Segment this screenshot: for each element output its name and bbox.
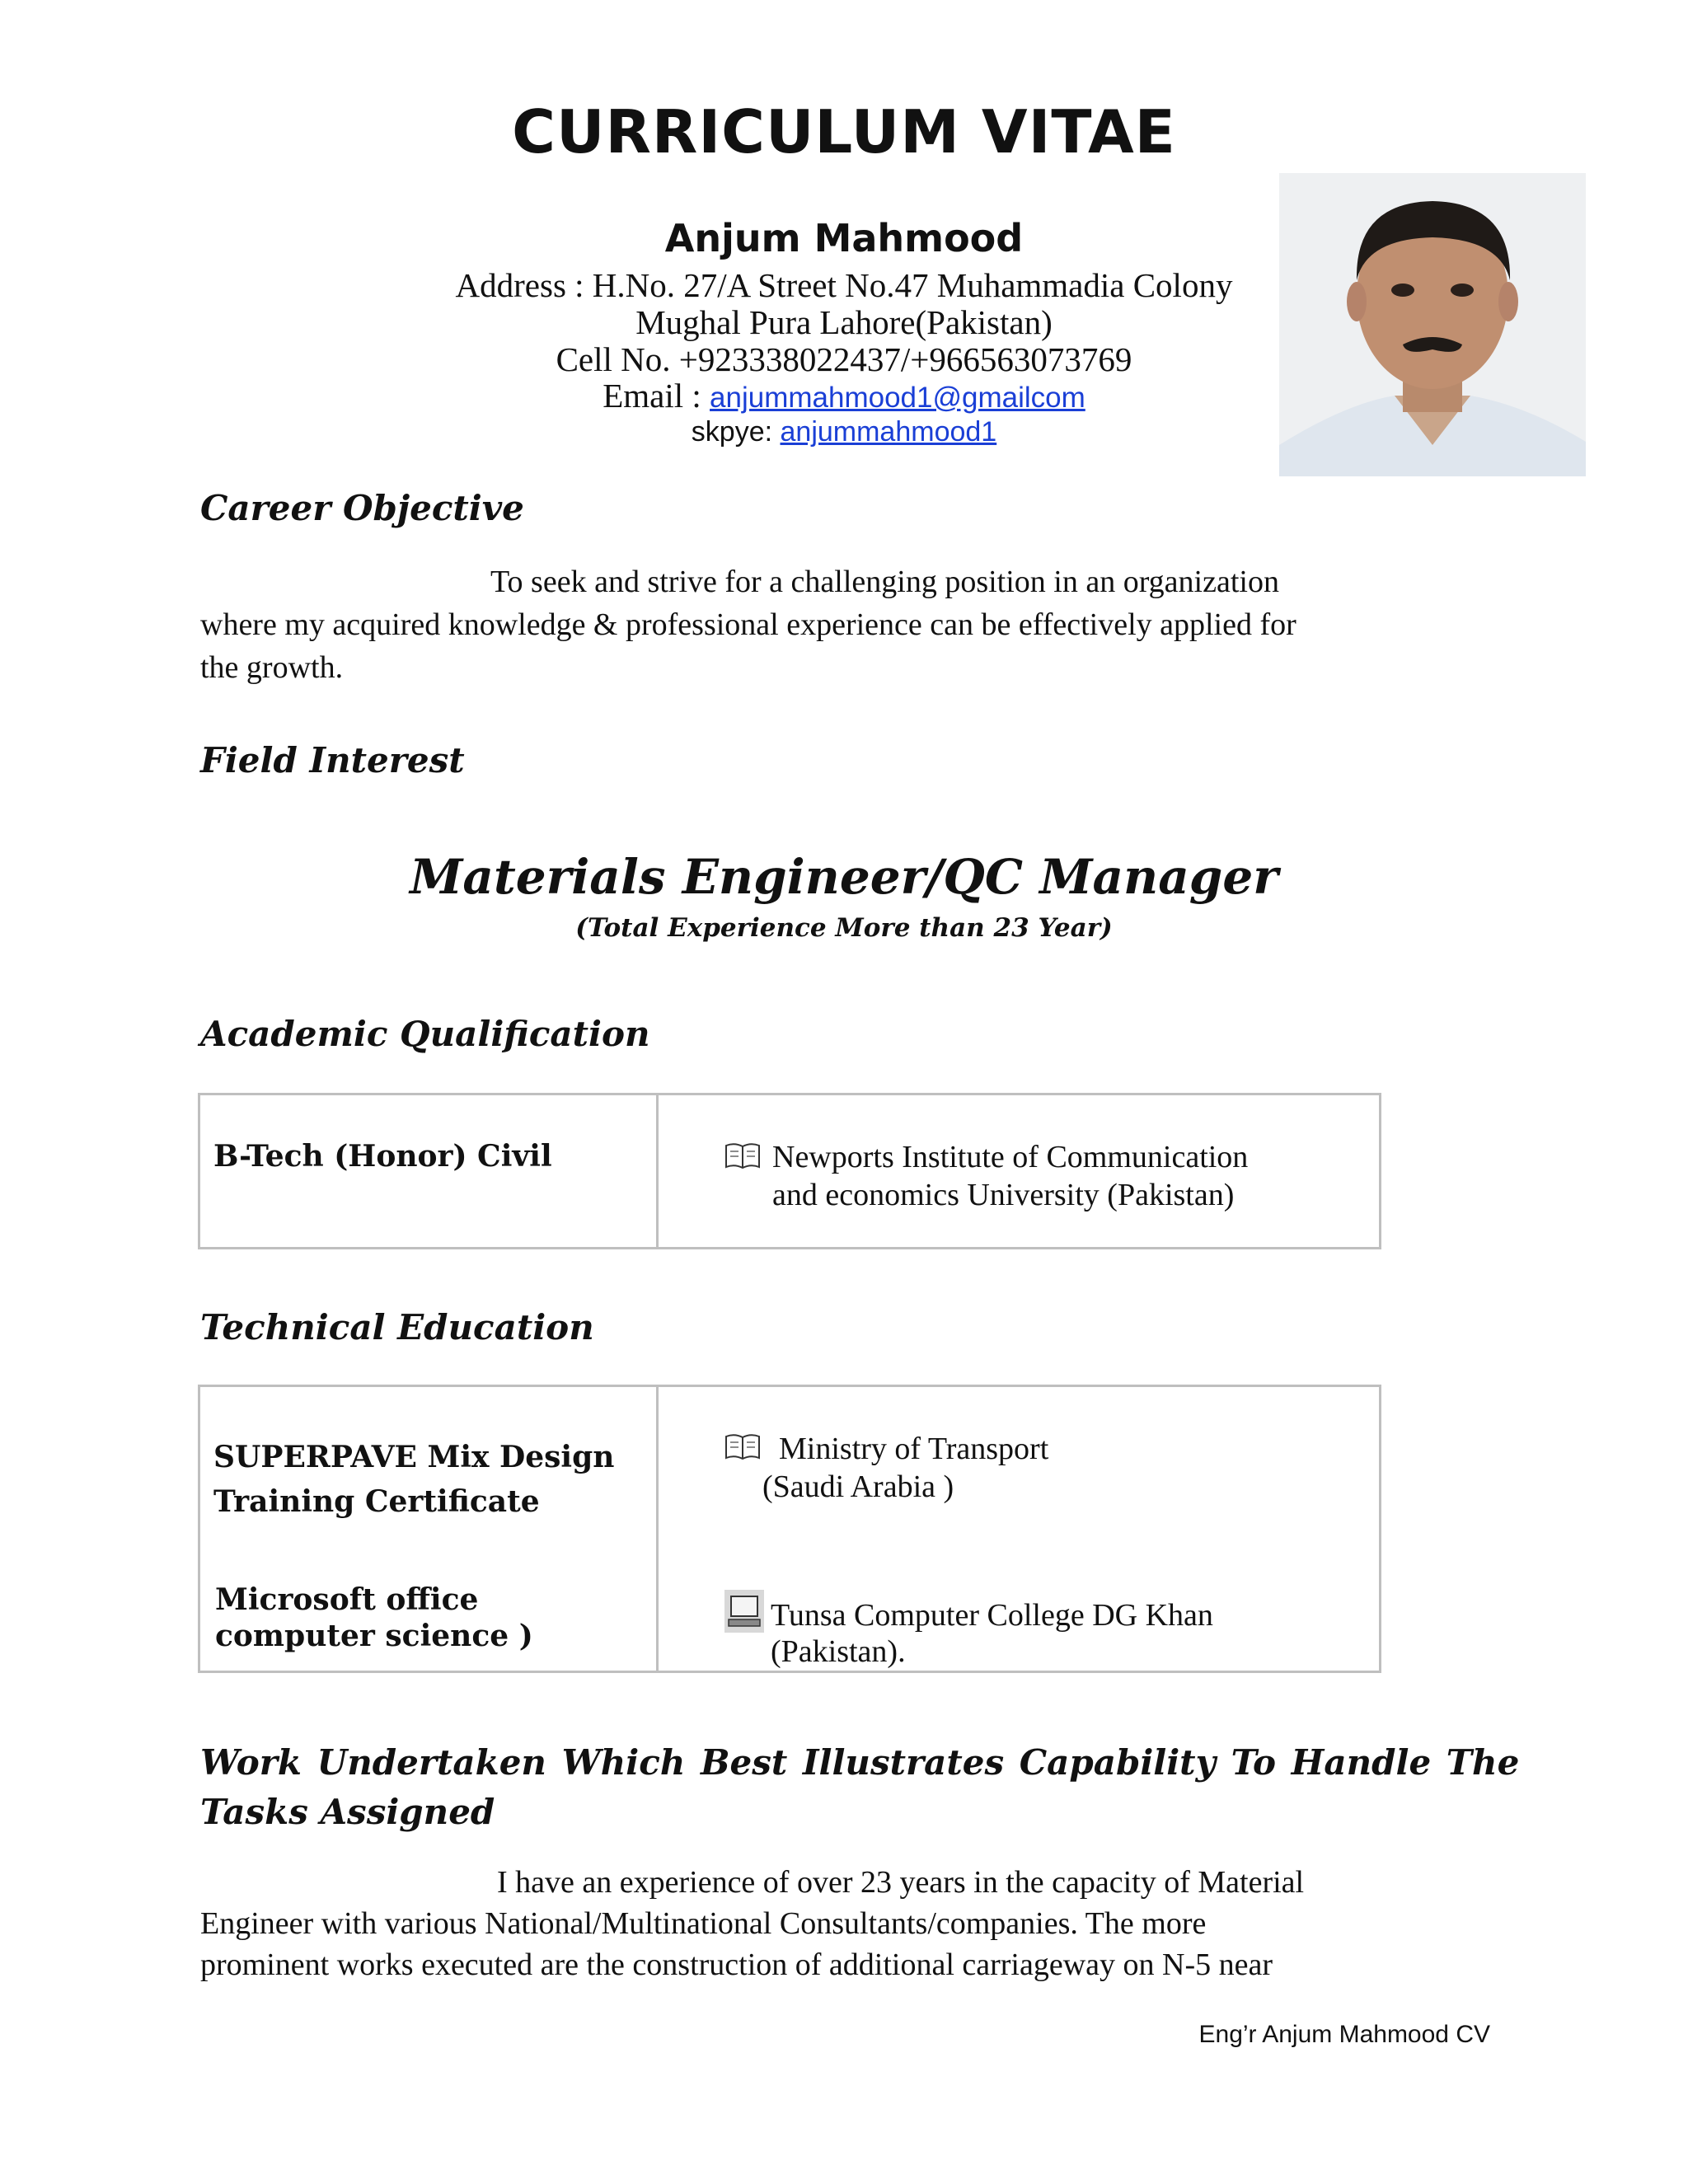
book-icon	[724, 1141, 761, 1179]
work-line-3: prominent works executed are the construction of additional carriageway on N-5 near	[200, 1947, 1273, 1982]
email-link[interactable]: anjummahmood1@gmailcom	[710, 382, 1085, 414]
technical-course-1-line-1: SUPERPAVE Mix Design	[213, 1440, 615, 1474]
portrait-icon	[1279, 173, 1586, 476]
technical-institutes-cell	[658, 1386, 1381, 1672]
academic-institute-cell	[658, 1094, 1381, 1249]
career-objective-line-3: the growth.	[200, 650, 344, 685]
academic-degree: B-Tech (Honor) Civil	[213, 1139, 552, 1174]
book-icon	[724, 1433, 761, 1465]
technical-course-1-line-2: Training Certificate	[213, 1484, 540, 1519]
academic-table	[198, 1093, 1381, 1249]
page-footer: Eng’r Anjum Mahmood CV	[1198, 2021, 1490, 2048]
career-objective-heading: Career Objective	[200, 488, 524, 528]
skype-link[interactable]: anjummahmood1	[780, 416, 997, 448]
technical-course-2-line-2: computer science )	[215, 1619, 533, 1653]
technical-institute-1-line-1: Ministry of Transport	[779, 1432, 1049, 1466]
field-interest-heading: Field Interest	[200, 740, 465, 780]
profile-photo	[1279, 173, 1586, 476]
academic-institute-line-2: and economics University (Pakistan)	[772, 1178, 1235, 1212]
table-row	[199, 1094, 1381, 1249]
cell-number: Cell No. +923338022437/+966563073769	[556, 340, 1132, 378]
work-line-1: I have an experience of over 23 years in the capacity of Material	[497, 1865, 1305, 1900]
academic-heading: Academic Qualification	[200, 1014, 650, 1054]
career-objective-line-2: where my acquired knowledge & professional experience can be effectively applied for	[200, 607, 1296, 642]
role-title: Materials Engineer/QC Manager	[410, 849, 1278, 905]
experience-note: (Total Experience More than 23 Year)	[575, 913, 1113, 943]
table-row	[199, 1386, 1381, 1672]
academic-institute-line-1: Newports Institute of Communication	[772, 1140, 1249, 1174]
work-line-2: Engineer with various National/Multinational Consultants/companies. The more	[200, 1906, 1207, 1941]
technical-institute-1-line-2: (Saudi Arabia )	[762, 1469, 954, 1504]
technical-institute-2-line-2: (Pakistan).	[771, 1634, 906, 1669]
technical-course-1	[213, 1435, 614, 1524]
computer-icon	[724, 1590, 764, 1636]
work-heading-line-2: Tasks Assigned	[200, 1792, 495, 1832]
career-objective-line-1: To seek and strive for a challenging position in an organization	[490, 565, 1279, 599]
candidate-name: Anjum Mahmood	[664, 216, 1024, 260]
technical-courses-cell	[199, 1386, 658, 1672]
academic-degree-cell	[199, 1094, 658, 1249]
address-line-2: Mughal Pura Lahore(Pakistan)	[635, 303, 1053, 341]
technical-table	[198, 1385, 1381, 1673]
technical-institute-2-line-1: Tunsa Computer College DG Khan	[771, 1598, 1213, 1633]
address-line-1: Address : H.No. 27/A Street No.47 Muhammadia Colony	[455, 266, 1233, 304]
email-label: Email :	[603, 377, 710, 415]
technical-course-2-line-1: Microsoft office	[215, 1582, 479, 1617]
document-title: CURRICULUM VITAE	[512, 97, 1176, 166]
work-heading-line-1: Work Undertaken Which Best Illustrates Capability To Handle The	[200, 1742, 1520, 1783]
technical-course-2	[215, 1582, 533, 1654]
skype-label: skpye:	[691, 416, 781, 448]
technical-heading: Technical Education	[200, 1307, 594, 1347]
